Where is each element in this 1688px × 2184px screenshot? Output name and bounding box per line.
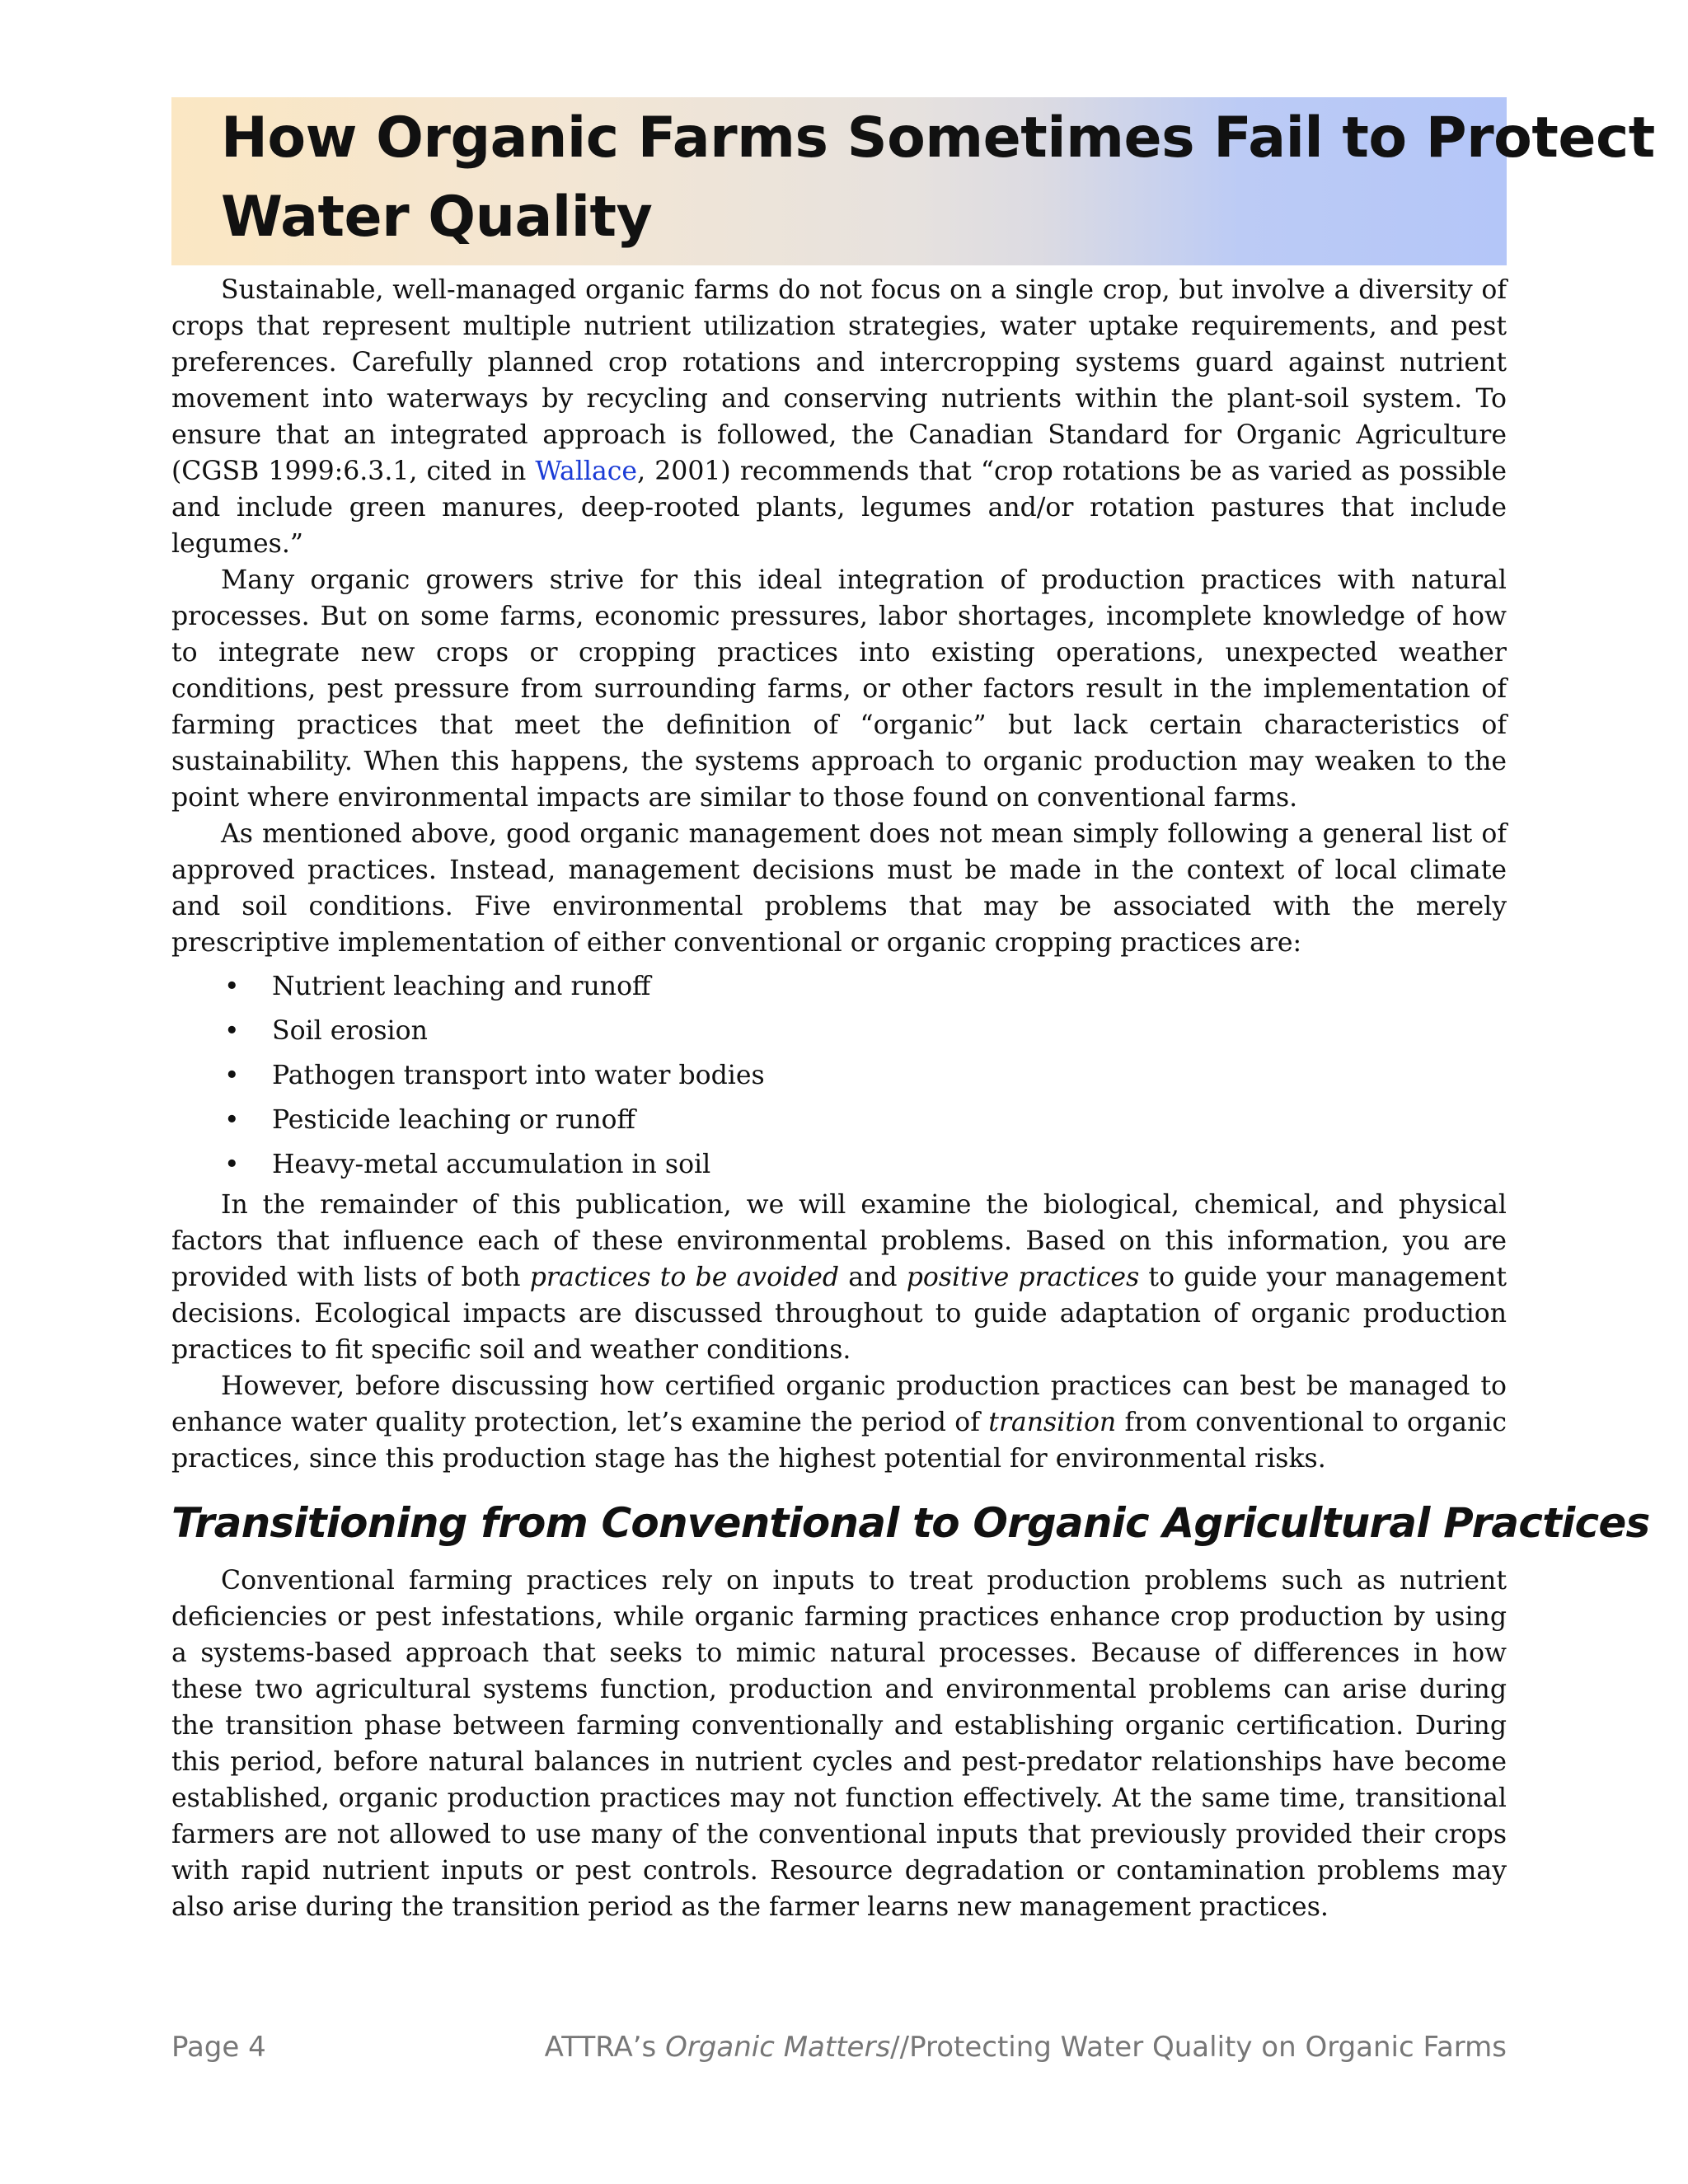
paragraph-4 <box>171 1187 1507 1368</box>
paragraph-5-text-a: However, before discussing how certified organic production practices can best be managed to enhance water quality protection, let’s examine the period of <box>171 1371 1507 1437</box>
bullet-icon: • <box>224 1105 240 1135</box>
page-number: Page 4 <box>171 2031 266 2064</box>
paragraph-4-text-a: In the remainder of this publication, we will examine the biological, chemical, and physical factors that influence each of these environmental problems. Based on this information, you are provided with lists of both <box>171 1190 1507 1292</box>
citation-link-wallace[interactable]: Wallace <box>535 457 638 486</box>
running-footer-prefix: ATTRA’s <box>544 2031 666 2064</box>
list-item <box>171 1098 1507 1142</box>
paragraph-6: Conventional farming practices rely on inputs to treat production problems such as nutrient deficiencies or pest infestations, while organic farming practices enhance crop production by using a systems-based approach that seeks to mimic natural processes. Because of differences in how these two agricultural systems function, production and environmental problems can arise during the transition phase between farming conventionally and establishing organic certification. During this period, before natural balances in nutrient cycles and pest-predator relationships have become established, organic production practices may not function effectively. At the same time, transitional farmers are not allowed to use many of the conventional inputs that previously provided their crops with rapid nutrient inputs or pest controls. Resource degradation or contamination problems may also arise during the transition period as the farmer learns new management practices. <box>171 1566 1507 1922</box>
paragraph-5 <box>171 1368 1507 1477</box>
list-item <box>171 1142 1507 1187</box>
section-heading: Transitioning from Conventional to Organic Agricultural Practices <box>171 1499 1650 1547</box>
list-item-label: Pesticide leaching or runoff <box>272 1105 635 1135</box>
list-item <box>171 1053 1507 1098</box>
running-footer-series: Organic Matters <box>665 2031 891 2064</box>
emphasis-practices-avoided: practices to be avoided <box>529 1263 840 1292</box>
emphasis-positive-practices: positive practices <box>906 1263 1140 1292</box>
list-item-label: Soil erosion <box>272 1016 428 1046</box>
title-banner <box>171 97 1655 265</box>
bullet-icon: • <box>224 1150 240 1179</box>
paragraph-4-text-b: and <box>839 1263 907 1292</box>
page-title-line-1: How Organic Farms Sometimes Fail to Protect <box>221 105 1655 171</box>
list-item-label: Pathogen transport into water bodies <box>272 1061 765 1090</box>
list-item-label: Nutrient leaching and runoff <box>272 972 651 1001</box>
bullet-icon: • <box>224 1061 240 1090</box>
paragraph-3: As mentioned above, good organic management does not mean simply following a general list of approved practices. Instead, management decisions must be made in the context of local climate and soil conditions. Five environmental problems that may be associated with the merely prescriptive implementation of either conventional or organic cropping practices are: <box>171 819 1507 958</box>
paragraph-5-text-b: from conventional to organic practices, since this production stage has the highest potential for environmental risks. <box>171 1408 1507 1474</box>
emphasis-transition: transition <box>988 1408 1117 1437</box>
bullet-icon: • <box>224 1016 240 1046</box>
paragraph-1-text-a: Sustainable, well-managed organic farms do not focus on a single crop, but involve a diversity of crops that represent multiple nutrient utilization strategies, water uptake requirements, and pest preferences. Carefully planned crop rotations and intercropping systems guard against nutrient movement into waterways by recycling and conserving nutrients within the plant-soil system. To ensure that an integrated approach is followed, the Canadian Standard for Organic Agriculture (CGSB 1999:6.3.1, cited in <box>171 275 1507 486</box>
list-item <box>171 1009 1507 1053</box>
paragraph-4-text-c: to guide your management decisions. Ecological impacts are discussed throughout to guide adaptation of organic production practices to fit specific soil and weather conditions. <box>171 1263 1507 1365</box>
paragraph-2: Many organic growers strive for this ideal integration of production practices with natural processes. But on some farms, economic pressures, labor shortages, incomplete knowledge of how to integrate new crops or cropping practices into existing operations, unexpected weather conditions, pest pressure from surrounding farms, or other factors result in the implementation of farming practices that meet the definition of “organic” but lack certain characteristics of sustainability. When this happens, the systems approach to organic production may weaken to the point where environmental impacts are similar to those found on conventional farms. <box>171 565 1507 813</box>
paragraph-1 <box>171 272 1507 562</box>
list-item <box>171 964 1507 1009</box>
problem-list <box>171 964 1507 1187</box>
running-footer-suffix: //Protecting Water Quality on Organic Farms <box>890 2031 1507 2064</box>
running-footer <box>545 2029 1507 2065</box>
document-page <box>171 97 1655 1925</box>
body-section <box>171 272 1650 1925</box>
list-item-label: Heavy-metal accumulation in soil <box>272 1150 711 1179</box>
paragraph-1-text-b: , 2001) recommends that “crop rotations be as varied as possible and include green manures, deep-rooted plants, legumes and/or rotation pastures that include legumes.” <box>171 457 1507 559</box>
page-title-line-2: Water Quality <box>221 185 653 250</box>
page-title <box>221 99 1655 257</box>
bullet-icon: • <box>224 972 240 1001</box>
